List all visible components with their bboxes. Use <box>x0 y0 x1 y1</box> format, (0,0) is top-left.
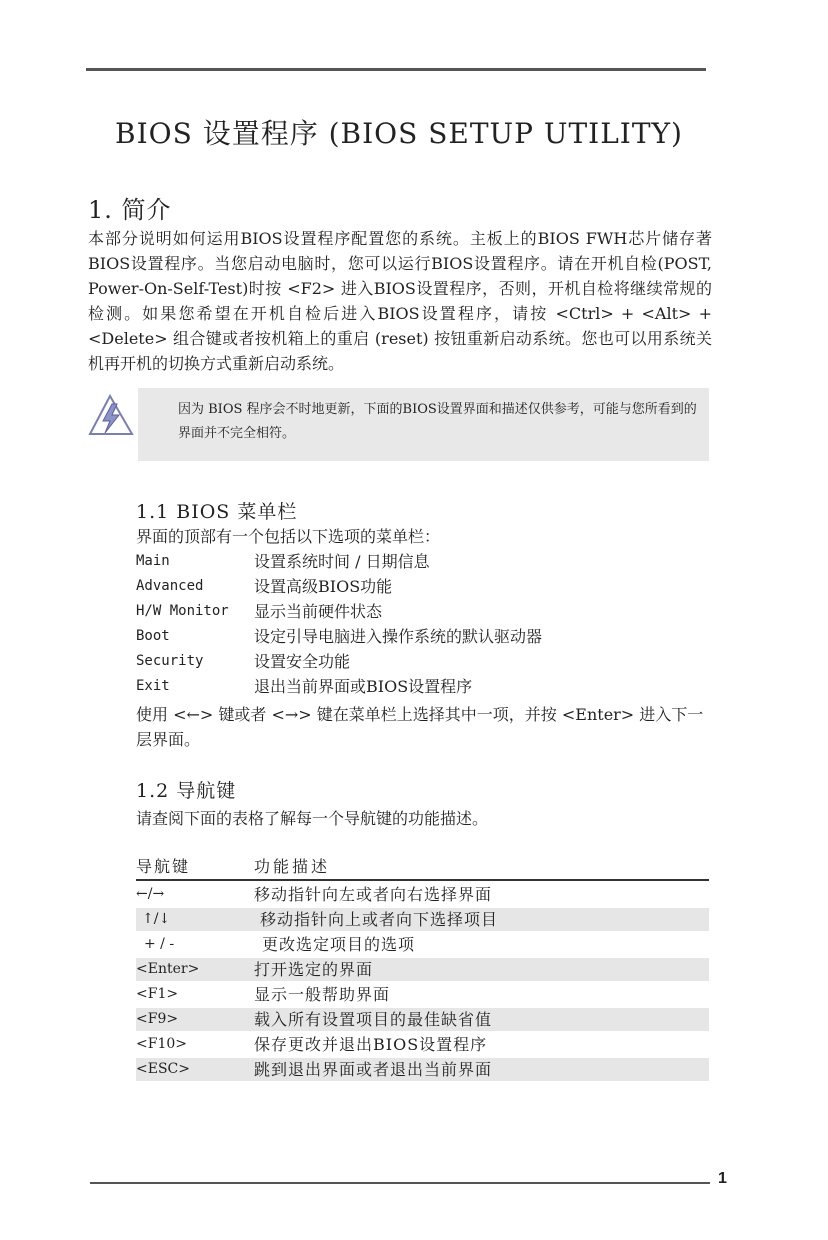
table-row <box>136 1033 709 1056</box>
nav-key-cell: + / - <box>144 936 175 952</box>
menu-usage-text: 使用 <←> 键或者 <→> 键在菜单栏上选择其中一项，并按 <Enter> 进入下一层界面。 <box>136 705 704 749</box>
menu-item-key: Security <box>136 653 204 669</box>
table-row <box>136 908 709 931</box>
nav-desc-cell: 跳到退出界面或者退出当前界面 <box>254 1060 493 1079</box>
table-header <box>136 855 709 881</box>
nav-key-cell: <Enter> <box>136 961 200 977</box>
nav-key-cell: ←/→ <box>136 886 165 902</box>
section-1-heading: 1. 简介 <box>88 196 172 224</box>
section-1-2-heading: 1.2 导航键 <box>136 780 237 802</box>
menu-item <box>136 674 716 699</box>
nav-desc-cell: 移动指针向上或者向下选择项目 <box>260 910 499 929</box>
menu-item-key: H/W Monitor <box>136 603 229 619</box>
menu-item <box>136 574 716 599</box>
table-row <box>136 958 709 981</box>
nav-key-cell: <F10> <box>136 1036 187 1052</box>
nav-keys-table <box>136 855 709 1081</box>
nav-key-cell: <ESC> <box>136 1061 190 1077</box>
nav-desc-cell: 显示一般帮助界面 <box>254 985 391 1004</box>
nav-keys-intro: 请查阅下面的表格了解每一个导航键的功能描述。 <box>136 809 489 828</box>
page-title: BIOS 设置程序 (BIOS SETUP UTILITY) <box>115 117 683 150</box>
section-1-1-heading: 1.1 BIOS 菜单栏 <box>136 501 298 523</box>
table-row <box>136 883 709 906</box>
menu-item-key: Advanced <box>136 578 204 594</box>
menu-item-key: Boot <box>136 628 170 644</box>
menu-item-desc: 设定引导电脑进入操作系统的默认驱动器 <box>254 627 543 646</box>
nav-key-cell: <F1> <box>136 986 179 1002</box>
nav-desc-cell: 保存更改并退出BIOS设置程序 <box>254 1035 488 1054</box>
menu-item-key: Exit <box>136 678 170 694</box>
menu-bar-list <box>136 549 716 699</box>
note-text: 因为 BIOS 程序会不时地更新，下面的BIOS设置界面和描述仅供参考，可能与您所看到的界面并不完全相符。 <box>178 402 697 441</box>
table-row <box>136 933 709 956</box>
nav-desc-cell: 移动指针向左或者向右选择界面 <box>254 885 493 904</box>
section-1-paragraph: 本部分说明如何运用BIOS设置程序配置您的系统。主板上的BIOS FWH芯片储存著BIOS设置程序。当您启动电脑时，您可以运行BIOS设置程序。请在开机自检(POST, Power-On-Self-Test)时按 <F2> 进入BIOS设置程序，否则，开机自检将继续常规的检测。如果您希望在开机自检后进入BIOS设置程序，请按 <Ctrl> + <Alt> + <Delete> 组合键或者按机箱上的重启 (reset) 按钮重新启动系统。您也可以用系统关机再开机的切换方式重新启动系统。 <box>88 229 712 373</box>
warning-lightning-icon <box>88 392 138 440</box>
menu-item-key: Main <box>136 553 170 569</box>
menu-bar-intro: 界面的顶部有一个包括以下选项的菜单栏： <box>136 527 441 546</box>
nav-key-cell: <F9> <box>136 1011 179 1027</box>
table-row <box>136 983 709 1006</box>
menu-item-desc: 退出当前界面或BIOS设置程序 <box>254 677 473 696</box>
menu-item <box>136 649 716 674</box>
menu-item-desc: 设置安全功能 <box>254 652 351 671</box>
top-rule <box>86 68 706 71</box>
nav-desc-cell: 打开选定的界面 <box>254 960 374 979</box>
header-desc: 功能描述 <box>254 857 331 876</box>
menu-item <box>136 549 716 574</box>
menu-item-desc: 设置高级BIOS功能 <box>254 577 393 596</box>
table-row <box>136 1008 709 1031</box>
menu-item-desc: 设置系统时间 / 日期信息 <box>254 552 430 571</box>
nav-desc-cell: 更改选定项目的选项 <box>262 935 416 954</box>
bottom-rule <box>90 1182 710 1184</box>
menu-item <box>136 624 716 649</box>
nav-desc-cell: 载入所有设置项目的最佳缺省值 <box>254 1010 493 1029</box>
header-key: 导航键 <box>136 857 191 876</box>
menu-item <box>136 599 716 624</box>
nav-key-cell: ↑/↓ <box>142 911 171 927</box>
page-number: 1 <box>718 1170 727 1187</box>
menu-item-desc: 显示当前硬件状态 <box>254 602 383 621</box>
table-row <box>136 1058 709 1081</box>
